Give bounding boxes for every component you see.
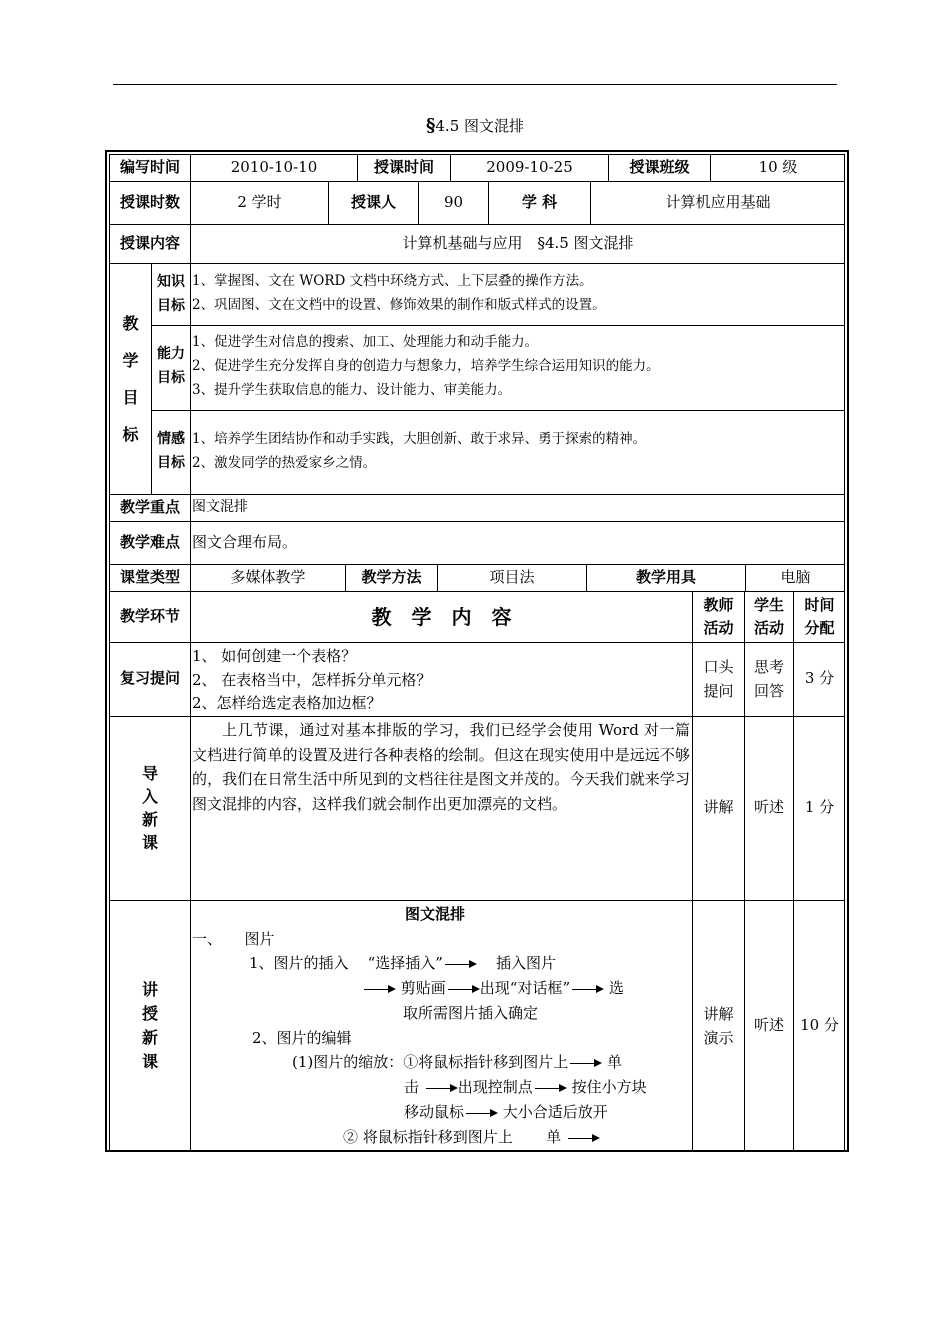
lecture-section: 一、 图片 (192, 930, 275, 948)
knowledge-objective-label: 知识 目标 (157, 274, 185, 314)
arrow-icon (568, 1138, 598, 1139)
label-tools: 教学用具 (635, 567, 696, 586)
value-subject: 计算机应用基础 (665, 192, 771, 211)
row-divider (151, 410, 845, 411)
arrow-icon (364, 989, 394, 990)
lecture-line-4: 2、图片的编辑 (252, 1029, 352, 1047)
review-student-activity: 思考 回答 (753, 658, 784, 700)
lecture-line-1: 1、图片的插入 “选择插入” 插入图片 (249, 954, 557, 972)
label-teacher: 授课人 (350, 192, 396, 211)
arrow-icon (570, 1063, 600, 1064)
label-method: 教学方法 (361, 567, 422, 586)
label-class: 授课班级 (629, 157, 690, 176)
label-edit-time: 编写时间 (119, 157, 180, 176)
value-tools: 电脑 (780, 567, 811, 586)
value-edit-time: 2010-10-10 (230, 157, 318, 176)
value-hours: 2 学时 (237, 192, 282, 211)
value-teach-time: 2009-10-25 (486, 157, 573, 176)
arrow-icon (448, 989, 478, 990)
value-class-type: 多媒体教学 (230, 567, 306, 586)
value-teacher: 90 (443, 192, 464, 211)
header-content: 教 学 内 容 (371, 604, 512, 629)
header-time: 时间 分配 (804, 595, 835, 637)
arrow-icon (466, 1113, 496, 1114)
column-divider (190, 154, 191, 1152)
label-hours: 授课时数 (119, 192, 180, 211)
arrow-icon (535, 1088, 565, 1089)
label-key-point: 教学重点 (119, 497, 180, 516)
ability-objectives: 1、促进学生对信息的搜索、加工、处理能力和动手能力。 2、促进学生充分发挥自身的创造力与想象力，培养学生综合运用知识的能力。 3、提升学生获取信息的能力、设计能力、审美能力。 (192, 334, 660, 398)
intro-label: 导 入 新 课 (141, 764, 158, 852)
lecture-line-6: 击 出现控制点 按住小方块 (404, 1078, 647, 1096)
lecture-time: 10 分 (800, 1016, 839, 1035)
intro-paragraph: 上几节课，通过对基本排版的学习，我们已经学会使用 Word 对一篇文档进行简单的设置及进行各种表格的绘制。但这在现实使用中是远远不够的，我们在日常生活中所见到的文档往往是图文并茂的。今天我们就来学习图文混排的内容，这样我们就会制作出更加漂亮的文档。 (192, 721, 690, 813)
intro-teacher-activity: 讲解 (703, 798, 734, 817)
lecture-line-7: 移动鼠标 大小合适后放开 (404, 1103, 608, 1121)
ability-objective-label: 能力 目标 (157, 346, 185, 386)
review-teacher-activity: 口头 提问 (703, 658, 734, 700)
lecture-teacher-activity: 讲解 演示 (703, 1005, 734, 1047)
lecture-line-3: 取所需图片插入确定 (403, 1004, 539, 1022)
lecture-line-2: 剪贴画 出现“对话框” 选 (362, 977, 624, 998)
intro-time: 1 分 (804, 798, 835, 817)
header-stage: 教学环节 (119, 606, 180, 625)
lecture-line-8: ② 将鼠标指针移到图片上 单 (343, 1126, 600, 1147)
lecture-label: 讲 授 新 课 (141, 980, 158, 1071)
value-class: 10 级 (758, 157, 798, 176)
lecture-heading: 图文混排 (405, 905, 466, 923)
review-questions: 1、 如何创建一个表格？ 2、 在表格当中，怎样拆分单元格？ 2、怎样给选定表格加边框？ (192, 647, 432, 712)
header-student-activity: 学生 活动 (753, 595, 784, 637)
value-method: 项目法 (489, 567, 535, 586)
arrow-icon (572, 989, 602, 990)
lecture-line-5: (1)图片的缩放：①将鼠标指针移到图片上 单 (292, 1053, 623, 1071)
lecture-student-activity: 听述 (753, 1016, 784, 1035)
arrow-icon (426, 1088, 456, 1089)
intro-student-activity: 听述 (753, 798, 784, 817)
header-teacher-activity: 教师 活动 (703, 595, 734, 637)
label-difficulty: 教学难点 (119, 532, 180, 551)
row-divider (151, 325, 845, 326)
review-time: 3 分 (804, 669, 835, 688)
label-teach-time: 授课时间 (373, 157, 434, 176)
arrow-icon (445, 964, 475, 965)
label-content: 授课内容 (119, 233, 180, 252)
value-difficulty: 图文合理布局。 (192, 532, 298, 551)
row-divider (109, 263, 845, 264)
value-key-point: 图文混排 (192, 499, 248, 516)
review-label: 复习提问 (119, 669, 180, 688)
value-content: 计算机基础与应用 §4.5 图文混排 (402, 233, 634, 252)
emotion-objectives: 1、培养学生团结协作和动手实践，大胆创新、敢于求异、勇于探索的精神。 2、激发同学的热爱家乡之情。 (192, 431, 647, 471)
label-class-type: 课堂类型 (119, 567, 180, 586)
page-title: §4.5 图文混排 (425, 115, 525, 136)
label-subject: 学 科 (521, 192, 558, 211)
knowledge-objectives: 1、掌握图、文在 WORD 文档中环绕方式、上下层叠的操作方法。 2、巩固图、文在文档中的设置、修饰效果的制作和版式样式的设置。 (192, 273, 606, 313)
emotion-objective-label: 情感 目标 (157, 431, 185, 471)
header-rule (113, 84, 837, 85)
objectives-label: 教 学 目 标 (122, 313, 139, 444)
